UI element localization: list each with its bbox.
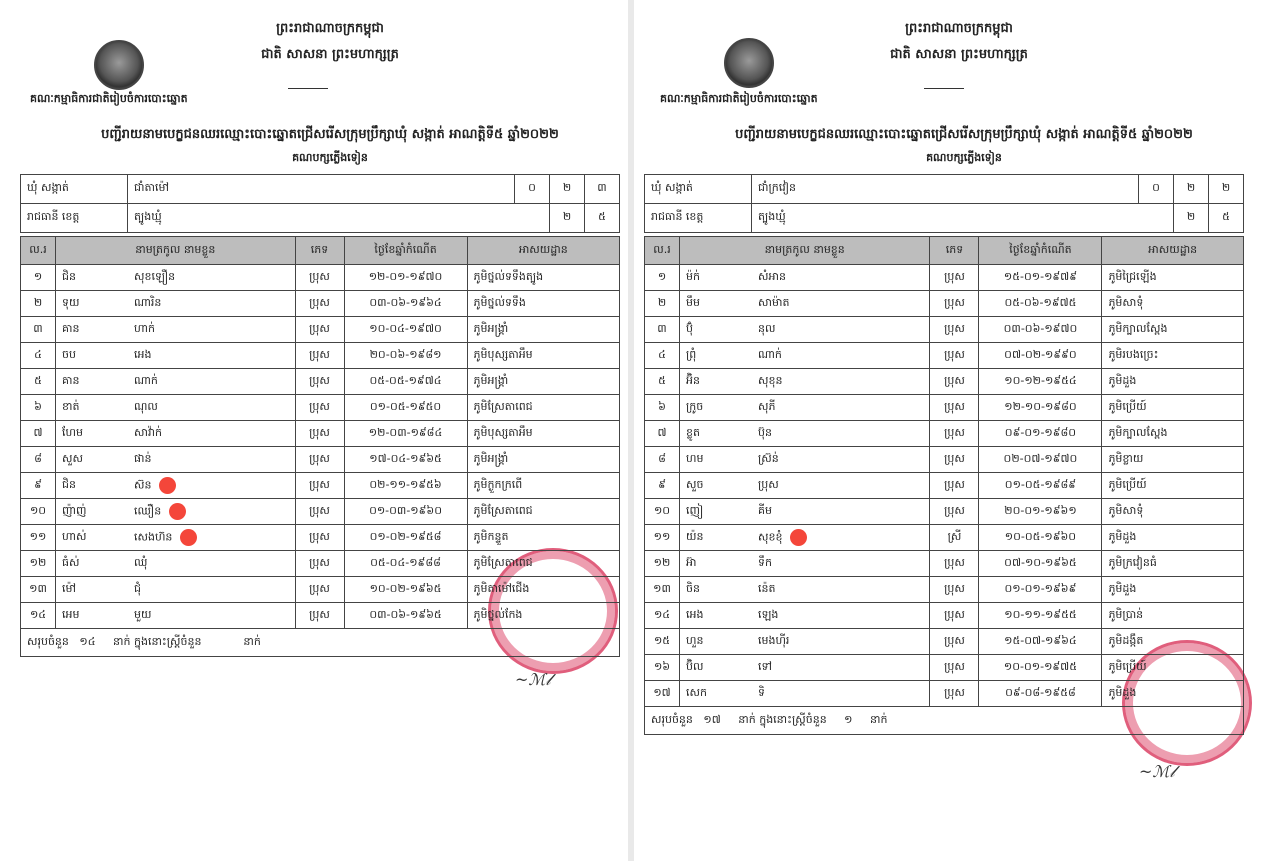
commune-row	[645, 175, 1244, 204]
candidate-row	[645, 577, 1244, 603]
col-header-address: អាសយដ្ឋាន	[467, 237, 619, 265]
given-name: ណុល	[134, 399, 158, 413]
surname: ទុយ	[56, 291, 129, 317]
women-label: ក្នុងនោះស្ត្រីចំនួន	[133, 634, 202, 648]
col-header-sex: ភេទ	[295, 237, 344, 265]
row-number: ៥	[645, 369, 680, 395]
date-of-birth: ០៩-០៨-១៩៥៨	[979, 681, 1102, 707]
address: ភូមិអង្គ្រាំ	[467, 447, 619, 473]
row-number: ៣	[21, 317, 56, 343]
total-count: ១៤	[79, 634, 96, 648]
commune-code-digit: ០	[1139, 175, 1174, 204]
date-of-birth: ២០-០៦-១៩៨១	[344, 343, 467, 369]
province-code-digit: ៥	[585, 204, 620, 233]
total-label: សរុបចំនួន	[27, 634, 69, 648]
row-number: ៩	[21, 473, 56, 499]
location-info-table	[20, 174, 620, 233]
given-name: ន៉េត	[758, 581, 776, 595]
col-header-sex: ភេទ	[930, 237, 979, 265]
date-of-birth: ១២-១០-១៩៨០	[979, 395, 1102, 421]
surname: ព្រុំ	[680, 343, 753, 369]
commune-code-digit: ៣	[585, 175, 620, 204]
date-of-birth: ១២-០៣-១៩៨៤	[344, 421, 467, 447]
province-row	[21, 204, 620, 233]
candidate-row	[21, 317, 620, 343]
given-name: អេង	[134, 347, 152, 361]
given-name: សេងហ៊ន	[134, 530, 173, 544]
surname: ជិន	[56, 265, 129, 291]
surname: អេម	[56, 603, 129, 629]
given-name: ហាក់	[134, 321, 155, 335]
date-of-birth: ១៥-០១-១៩៧៩	[979, 265, 1102, 291]
address: ភូមិប្រើយ៍	[1102, 395, 1244, 421]
col-header-dob: ថ្ងៃខែឆ្នាំកំណើត	[344, 237, 467, 265]
commune-label: ឃុំ សង្កាត់	[645, 175, 752, 204]
date-of-birth: ១០-០៤-១៩៧០	[344, 317, 467, 343]
surname: មឹម	[680, 291, 753, 317]
row-number: ១០	[645, 499, 680, 525]
row-number: ១៧	[645, 681, 680, 707]
surname: ចប	[56, 343, 129, 369]
address: ភូមិសាទុំ	[1102, 499, 1244, 525]
row-number: ៨	[21, 447, 56, 473]
given-name: សុខខុំ	[758, 530, 783, 544]
surname: ធំស់	[56, 551, 129, 577]
province-code-digit: ៥	[1209, 204, 1244, 233]
sex: ប្រុស	[295, 343, 344, 369]
party-name: គណបក្សភ្លើងទៀន	[292, 151, 368, 164]
given-name: គីម	[758, 503, 772, 517]
sex: ប្រុស	[295, 499, 344, 525]
candidate-row	[21, 291, 620, 317]
date-of-birth: ១០-០១-១៩៧៥	[979, 655, 1102, 681]
candidate-row	[645, 317, 1244, 343]
candidate-row	[21, 265, 620, 291]
address: ភូមិអង្គ្រាំ	[467, 317, 619, 343]
date-of-birth: ២០-០១-១៩៦១	[979, 499, 1102, 525]
row-number: ៩	[645, 473, 680, 499]
given-name: ស្រ៊ន់	[758, 451, 779, 465]
party-name: គណបក្សភ្លើងទៀន	[926, 151, 1002, 164]
candidate-row	[645, 681, 1244, 707]
nec-emblem-icon	[724, 38, 774, 88]
address: ភូមិសាទុំ	[1102, 291, 1244, 317]
surname: ញ៉ាញ់	[56, 499, 129, 525]
date-of-birth: ០១-០៥-១៩៨៩	[979, 473, 1102, 499]
candidate-row	[645, 421, 1244, 447]
row-number: ១២	[645, 551, 680, 577]
row-number: ៣	[645, 317, 680, 343]
sex: ប្រុស	[295, 421, 344, 447]
given-name: ឈុំ	[134, 555, 148, 569]
given-name: សាម៉ាត	[758, 295, 790, 309]
col-header-name: នាមត្រកូល នាមខ្លួន	[680, 237, 930, 265]
row-number: ១២	[21, 551, 56, 577]
address: ភូមិថ្នល់ទទឹងត្បូង	[467, 265, 619, 291]
surname: គាន	[56, 369, 129, 395]
total-label: សរុបចំនួន	[651, 712, 693, 726]
address: ភូមិប្រើយ៍	[1102, 655, 1244, 681]
surname: ហែម	[56, 421, 129, 447]
candidate-row	[645, 369, 1244, 395]
given-name: ប៊ុន	[758, 425, 772, 439]
given-name: មេងហ៊ីរ	[758, 633, 790, 647]
given-name: ទិ	[758, 685, 765, 699]
address: ភូមិប្រាន់	[1102, 603, 1244, 629]
date-of-birth: ០២-១១-១៩៥៦	[344, 473, 467, 499]
sex: ប្រុស	[295, 473, 344, 499]
kingdom-heading: ព្រះរាជាណាចក្រកម្ពុជា	[276, 21, 384, 36]
candidate-row	[645, 447, 1244, 473]
address: ភូមិអង្គ្រាំ	[467, 369, 619, 395]
address: ភូមិរបងច្រេះ	[1102, 343, 1244, 369]
date-of-birth: ០១-០៣-១៩៦០	[344, 499, 467, 525]
surname: ខ្លូត	[680, 421, 753, 447]
candidate-table	[20, 236, 620, 657]
address: ភូមិថ្នល់ទទឹង	[467, 291, 619, 317]
address: ភូមិបុស្សតាអឹម	[467, 421, 619, 447]
given-name: ស៊ន	[134, 478, 152, 492]
given-name: ទៅ	[758, 659, 772, 673]
given-name: ផាន់	[134, 451, 152, 465]
sex: ប្រុស	[295, 525, 344, 551]
surname: គាន	[56, 317, 129, 343]
sex: ប្រុស	[295, 317, 344, 343]
sex: ប្រុស	[295, 551, 344, 577]
red-marker-dot-icon	[169, 503, 186, 520]
motto-heading: ជាតិ សាសនា ព្រះមហាក្សត្រ	[261, 47, 399, 62]
date-of-birth: ១២-០១-១៩៧០	[344, 265, 467, 291]
row-number: ២	[645, 291, 680, 317]
row-number: ៨	[645, 447, 680, 473]
province-label: រាជធានី ខេត្ត	[645, 204, 752, 233]
sex: ប្រុស	[930, 551, 979, 577]
row-number: ៦	[645, 395, 680, 421]
sex: ប្រុស	[295, 447, 344, 473]
total-count: ១៧	[703, 712, 721, 726]
given-name: សាវ៉ាក់	[134, 425, 162, 439]
date-of-birth: ០៥-០៦-១៩៧៥	[979, 291, 1102, 317]
candidate-table	[644, 236, 1244, 735]
candidate-row	[645, 603, 1244, 629]
sex: ប្រុស	[295, 265, 344, 291]
signature: ~ℳ𝓁	[1139, 762, 1175, 781]
row-number: ១៤	[21, 603, 56, 629]
given-name: ប្រុស	[758, 477, 779, 491]
sex: ប្រុស	[295, 577, 344, 603]
candidate-row	[21, 369, 620, 395]
candidate-row	[21, 603, 620, 629]
sex: ប្រុស	[930, 265, 979, 291]
candidate-row	[645, 291, 1244, 317]
candidate-row	[21, 447, 620, 473]
row-number: ៦	[21, 395, 56, 421]
document-title: បញ្ជីរាយនាមបេក្ខជនឈរឈ្មោះបោះឆ្នោតជ្រើសរើសក្រុមប្រឹក្សាឃុំ សង្កាត់ អាណត្តិទី៥ ឆ្នាំ២០២២	[735, 127, 1193, 142]
row-number: ៤	[645, 343, 680, 369]
surname: ជិន	[56, 473, 129, 499]
given-name: សុភី	[758, 399, 776, 413]
date-of-birth: ០៥-០៥-១៩៧៤	[344, 369, 467, 395]
sex: ប្រុស	[930, 369, 979, 395]
candidate-row	[21, 473, 620, 499]
address: ភូមិស្រែតាពេជ	[467, 551, 619, 577]
province-code-digit: ២	[1174, 204, 1209, 233]
sex: ប្រុស	[930, 291, 979, 317]
row-number: ៤	[21, 343, 56, 369]
address: ភូមិដួង	[1102, 525, 1244, 551]
row-number: ១៤	[645, 603, 680, 629]
row-number: ៧	[21, 421, 56, 447]
surname: ម៉ៅ	[56, 577, 129, 603]
address: ភូមិស្រែតាពេជ	[467, 499, 619, 525]
surname: សួច	[680, 473, 753, 499]
province-row	[645, 204, 1244, 233]
ornament-divider	[288, 88, 328, 91]
location-info-table	[644, 174, 1244, 233]
given-name: ណាក់	[134, 373, 158, 387]
sex: ស្រី	[930, 525, 979, 551]
date-of-birth: ១០-០២-១៩៦៥	[344, 577, 467, 603]
row-number: ១១	[645, 525, 680, 551]
row-number: ១៣	[645, 577, 680, 603]
commune-code-digit: ២	[550, 175, 585, 204]
red-marker-dot-icon	[180, 529, 197, 546]
surname: ម៉ក់	[680, 265, 753, 291]
candidate-row	[645, 343, 1244, 369]
date-of-birth: ០៥-០៤-១៩៨៨	[344, 551, 467, 577]
sex: ប្រុស	[930, 499, 979, 525]
total-unit: នាក់	[738, 712, 756, 726]
sex: ប្រុស	[930, 473, 979, 499]
address: ភូមិបុស្សតាអឹម	[467, 343, 619, 369]
date-of-birth: ០៣-០៦-១៩៦៤	[344, 291, 467, 317]
women-count: ១	[844, 712, 853, 726]
surname: ហម	[680, 447, 753, 473]
surname: ញៀ	[680, 499, 753, 525]
red-marker-dot-icon	[159, 477, 176, 494]
sex: ប្រុស	[930, 629, 979, 655]
address: ភូមិស្រែតាពេជ	[467, 395, 619, 421]
col-header-no: ល.រ	[645, 237, 680, 265]
date-of-birth: ១៧-០៤-១៩៦៥	[344, 447, 467, 473]
candidate-row	[21, 551, 620, 577]
candidate-row	[21, 525, 620, 551]
motto-heading: ជាតិ សាសនា ព្រះមហាក្សត្រ	[890, 47, 1028, 62]
candidate-row	[645, 655, 1244, 681]
sex: ប្រុស	[930, 577, 979, 603]
document-page-left	[0, 0, 628, 861]
date-of-birth: ០៣-០៦-១៩៦៥	[344, 603, 467, 629]
row-number: ១១	[21, 525, 56, 551]
candidate-row	[645, 525, 1244, 551]
date-of-birth: ០១-០២-១៩៥៨	[344, 525, 467, 551]
table-header-row	[645, 237, 1244, 265]
org-name: គណៈកម្មាធិការជាតិរៀបចំការបោះឆ្នោត	[30, 92, 188, 105]
date-of-birth: ១០-០៥-១៩៦០	[979, 525, 1102, 551]
row-number: ២	[21, 291, 56, 317]
province-name: ត្បូងឃ្មុំ	[128, 204, 550, 233]
surname: ក្រូច	[680, 395, 753, 421]
date-of-birth: ០១-០១-១៩៦៩	[979, 577, 1102, 603]
given-name: សុខឡឿន	[134, 269, 176, 283]
candidate-row	[645, 395, 1244, 421]
women-unit: នាក់	[869, 712, 888, 726]
row-number: ១៣	[21, 577, 56, 603]
row-number: ១	[645, 265, 680, 291]
row-number: ១៥	[645, 629, 680, 655]
sex: ប្រុស	[930, 655, 979, 681]
sex: ប្រុស	[295, 369, 344, 395]
given-name: ណាក់	[758, 347, 782, 361]
surname: សេក	[680, 681, 753, 707]
sex: ប្រុស	[930, 447, 979, 473]
date-of-birth: ០៧-១០-១៩៦៥	[979, 551, 1102, 577]
sex: ប្រុស	[295, 395, 344, 421]
address: ភូមិខ្លាយ	[1102, 447, 1244, 473]
col-header-name: នាមត្រកូល នាមខ្លួន	[56, 237, 296, 265]
row-number: ១	[21, 265, 56, 291]
red-marker-dot-icon	[790, 529, 807, 546]
address: ភូមិតាម៉ៅជើង	[467, 577, 619, 603]
candidate-row	[21, 499, 620, 525]
row-number: ១០	[21, 499, 56, 525]
address: ភូមិក្ងួកក្រពើ	[467, 473, 619, 499]
surname: អ៊ិន	[680, 369, 753, 395]
nec-emblem-icon	[94, 40, 144, 90]
commune-row	[21, 175, 620, 204]
candidate-row	[645, 499, 1244, 525]
surname: ប៊ុំ	[680, 317, 753, 343]
sex: ប្រុស	[930, 421, 979, 447]
total-unit: នាក់	[113, 634, 131, 648]
signature: ~ℳ𝓁	[515, 670, 551, 689]
province-name: ត្បូងឃ្មុំ	[752, 204, 1174, 233]
sex: ប្រុស	[930, 395, 979, 421]
address: ភូមិក្បាលស្ពែង	[1102, 317, 1244, 343]
sex: ប្រុស	[930, 681, 979, 707]
date-of-birth: ០៧-០២-១៩៩០	[979, 343, 1102, 369]
given-name: ណារិន	[134, 295, 162, 309]
surname: ចិន	[680, 577, 753, 603]
address: ភូមិជ្រៃឡើង	[1102, 265, 1244, 291]
province-code-digit: ២	[550, 204, 585, 233]
candidate-row	[645, 473, 1244, 499]
address: ភូមិក្បាលស្ពែង	[1102, 421, 1244, 447]
candidate-row	[21, 343, 620, 369]
row-number: ៧	[645, 421, 680, 447]
document-title: បញ្ជីរាយនាមបេក្ខជនឈរឈ្មោះបោះឆ្នោតជ្រើសរើសក្រុមប្រឹក្សាឃុំ សង្កាត់ អាណត្តិទី៥ ឆ្នាំ២០២២	[101, 127, 559, 142]
surname: អេង	[680, 603, 753, 629]
candidate-row	[21, 395, 620, 421]
province-label: រាជធានី ខេត្ត	[21, 204, 128, 233]
given-name: មួយ	[134, 607, 152, 621]
surname: យ៉ន	[680, 525, 753, 551]
address: ភូមិដង្កឹត	[1102, 629, 1244, 655]
sex: ប្រុស	[930, 603, 979, 629]
date-of-birth: ០១-០៥-១៩៥០	[344, 395, 467, 421]
surname: ប៊ិល	[680, 655, 753, 681]
sex: ប្រុស	[295, 603, 344, 629]
address: ភូមិក្រវៀនធំ	[1102, 551, 1244, 577]
address: ភូមិថ្នល់កែង	[467, 603, 619, 629]
address: ភូមិប្រើយ៍	[1102, 473, 1244, 499]
given-name: សំអាន	[758, 269, 786, 283]
candidate-row	[645, 551, 1244, 577]
given-name: ឈឿន	[134, 504, 162, 518]
col-header-no: ល.រ	[21, 237, 56, 265]
given-name: ជុំ	[134, 581, 141, 595]
date-of-birth: ១៥-០៧-១៩៦៤	[979, 629, 1102, 655]
commune-label: ឃុំ សង្កាត់	[21, 175, 128, 204]
commune-code-digit: ២	[1174, 175, 1209, 204]
date-of-birth: ១០-១២-១៩៥៤	[979, 369, 1102, 395]
address: ភូមិដួង	[1102, 369, 1244, 395]
given-name: ឡេង	[758, 607, 779, 621]
row-number: ១៦	[645, 655, 680, 681]
given-name: សុខុន	[758, 373, 783, 387]
surname: ហួន	[680, 629, 753, 655]
sex: ប្រុស	[930, 343, 979, 369]
candidate-row	[645, 265, 1244, 291]
kingdom-heading: ព្រះរាជាណាចក្រកម្ពុជា	[905, 21, 1013, 36]
col-header-dob: ថ្ងៃខែឆ្នាំកំណើត	[979, 237, 1102, 265]
date-of-birth: ០៣-០៦-១៩៧០	[979, 317, 1102, 343]
address: ភូមិកន្ទួត	[467, 525, 619, 551]
sex: ប្រុស	[930, 317, 979, 343]
candidate-row	[21, 577, 620, 603]
commune-name: ជាំក្រវៀន	[752, 175, 1139, 204]
address: ភូមិដួង	[1102, 681, 1244, 707]
given-name: ទឹក	[758, 555, 772, 569]
date-of-birth: ១០-១១-១៩៥៥	[979, 603, 1102, 629]
surname: ហាស់	[56, 525, 129, 551]
women-label: ក្នុងនោះស្ត្រីចំនួន	[759, 712, 827, 726]
commune-name: ជាំតាម៉ៅ	[128, 175, 515, 204]
date-of-birth: ០២-០៧-១៩៧០	[979, 447, 1102, 473]
col-header-address: អាសយដ្ឋាន	[1102, 237, 1244, 265]
surname: ខាត់	[56, 395, 129, 421]
women-unit: នាក់	[243, 634, 261, 648]
candidate-row	[21, 421, 620, 447]
address: ភូមិដួង	[1102, 577, 1244, 603]
sex: ប្រុស	[295, 291, 344, 317]
table-header-row	[21, 237, 620, 265]
org-name: គណៈកម្មាធិការជាតិរៀបចំការបោះឆ្នោត	[660, 92, 818, 105]
summary-row	[645, 707, 1244, 735]
ornament-divider	[924, 88, 964, 91]
commune-code-digit: ២	[1209, 175, 1244, 204]
document-page-right	[634, 0, 1280, 861]
date-of-birth: ០៩-០១-១៩៨០	[979, 421, 1102, 447]
surname: សួស	[56, 447, 129, 473]
commune-code-digit: ០	[515, 175, 550, 204]
candidate-row	[645, 629, 1244, 655]
surname: អ៊ា	[680, 551, 753, 577]
row-number: ៥	[21, 369, 56, 395]
given-name: នុល	[758, 321, 776, 335]
summary-row	[21, 629, 620, 657]
